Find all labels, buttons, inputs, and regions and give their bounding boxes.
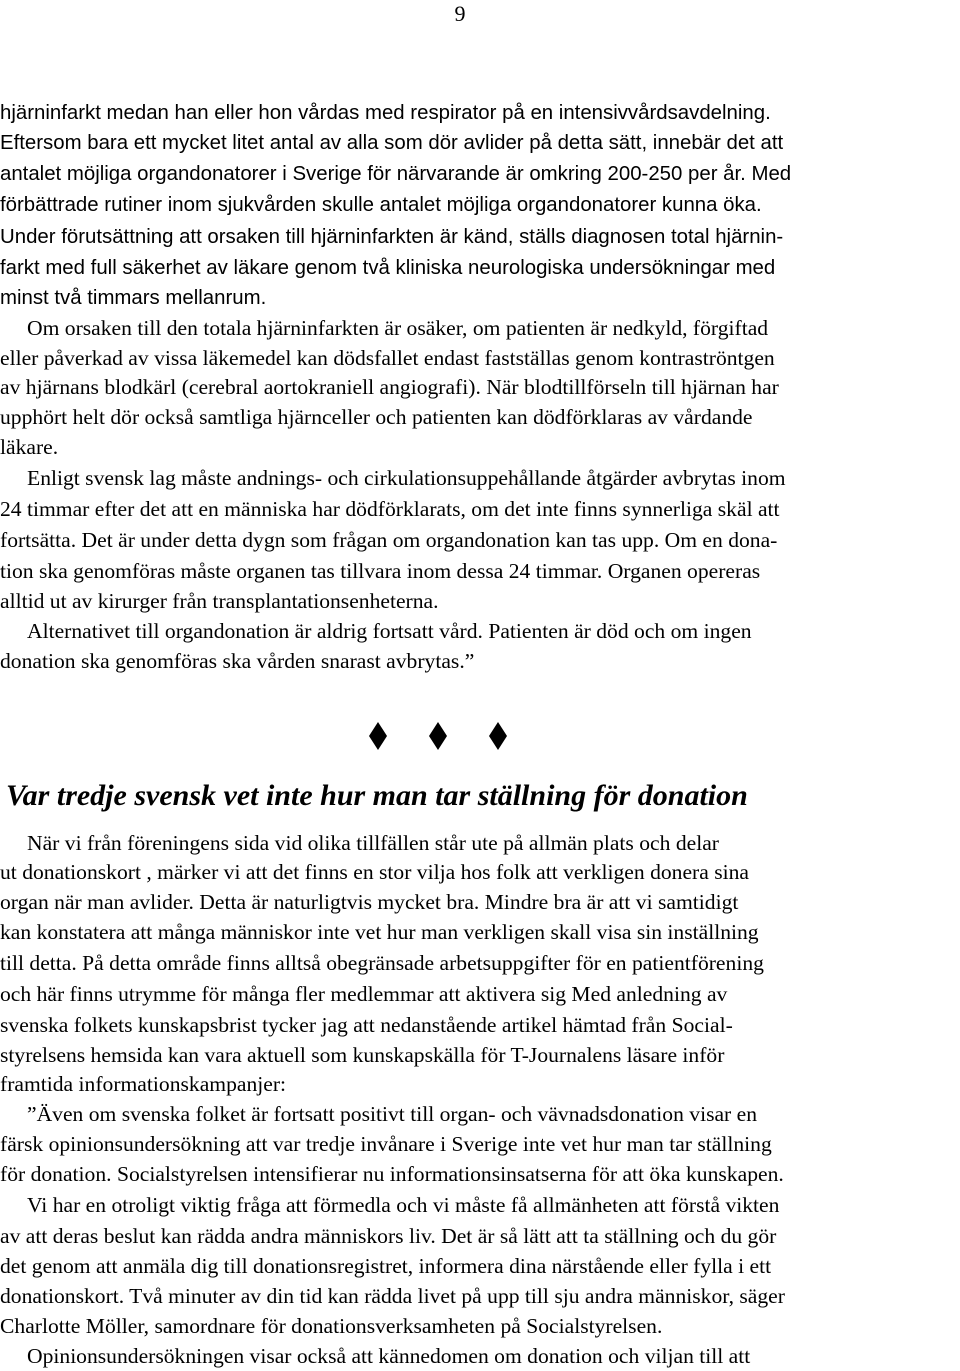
text-line: för donation. Socialstyrelsen intensifierar nu informationsinsatserna för att öka kunskapen. xyxy=(0,1162,784,1186)
text-line: 24 timmar efter det att en människa har dödförklarats, om det inte finns synnerliga skäl att xyxy=(0,497,780,521)
text-line: hjärninfarkt medan han eller hon vårdas med respirator på en intensivvårdsavdelning. xyxy=(0,102,771,124)
text-line: fortsätta. Det är under detta dygn som frågan om organdonation kan tas upp. Om en dona- xyxy=(0,528,778,552)
text-line: färsk opinionsundersökning att var tredje invånare i Sverige inte vet hur man tar ställning xyxy=(0,1132,772,1156)
text-line: Under förutsättning att orsaken till hjärninfarkten är känd, ställs diagnosen total hjärnin- xyxy=(0,226,784,248)
text-line: av hjärnans blodkärl (cerebral aortokraniell angiografi). När blodtillförseln till hjärnan har xyxy=(0,375,779,399)
text-line: kan konstatera att många människor inte vet hur man verkligen skall visa sin inställning xyxy=(0,920,759,944)
text-line: farkt med full säkerhet av läkare genom två kliniska neurologiska undersökningar med xyxy=(0,257,776,279)
text-line: upphört helt dör också samtliga hjärnceller och patienten kan dödförklaras av vårdande xyxy=(0,405,753,429)
text-line: minst två timmars mellanrum. xyxy=(0,287,267,309)
text-line: Charlotte Möller, samordnare för donationsverksamheten på Socialstyrelsen. xyxy=(0,1314,663,1338)
text-line: läkare. xyxy=(0,435,59,459)
text-line: Opinionsundersökningen visar också att kännedomen om donation och viljan till att xyxy=(27,1344,751,1368)
text-line: förbättrade rutiner inom sjukvården skulle antalet möjliga organdonatorer kunna öka. xyxy=(0,194,762,216)
text-line: styrelsens hemsida kan vara aktuell som kunskapskälla för T-Journalens läsare inför xyxy=(0,1043,725,1067)
text-line: svenska folkets kunskapsbrist tycker jag att nedanstående artikel hämtad från Social- xyxy=(0,1013,733,1037)
section-heading: Var tredje svensk vet inte hur man tar ställning för donation xyxy=(6,779,748,812)
text-line: alltid ut av kirurger från transplantationsenheterna. xyxy=(0,589,439,613)
text-line: donationskort. Två minuter av din tid kan rädda livet på upp till sju andra människor, säger xyxy=(0,1284,785,1308)
text-line: När vi från föreningens sida vid olika tillfällen står ute på allmän plats och delar xyxy=(27,831,719,855)
text-line: till detta. På detta område finns alltså obegränsade arbetsuppgifter för en patientförening xyxy=(0,951,764,975)
text-line: eller påverkad av vissa läkemedel kan dödsfallet endast fastställas genom kontraströntgen xyxy=(0,346,775,370)
text-line: Om orsaken till den totala hjärninfarkten är osäker, om patienten är nedkyld, förgiftad xyxy=(27,316,769,340)
text-line: och här finns utrymme för många fler medlemmar att aktivera sig Med anledning av xyxy=(0,982,728,1006)
text-line: organ när man avlider. Detta är naturligtvis mycket bra. Mindre bra är att vi samtidigt xyxy=(0,890,739,914)
text-line: Enligt svensk lag måste andnings- och cirkulationsuppehållande åtgärder avbrytas inom xyxy=(27,466,786,490)
diamond-icon xyxy=(368,722,388,750)
text-line: tion ska genomföras måste organen tas tillvara inom dessa 24 timmar. Organen opereras xyxy=(0,559,761,583)
text-line: Eftersom bara ett mycket litet antal av alla som dör avlider på detta sätt, innebär det att xyxy=(0,132,784,154)
text-line: donation ska genomföras ska vården snarast avbrytas.” xyxy=(0,649,475,673)
diamond-icon xyxy=(428,722,448,750)
text-line: det genom att anmäla dig till donationsregistret, informera dina närstående eller fylla i ett xyxy=(0,1254,772,1278)
text-line: Vi har en otroligt viktig fråga att förmedla och vi måste få allmänheten att förstå vikten xyxy=(27,1193,780,1217)
page-number: 9 xyxy=(454,1,466,26)
text-line: ut donationskort , märker vi att det finns en stor vilja hos folk att verkligen donera sina xyxy=(0,860,750,884)
text-line: av att deras beslut kan rädda andra människors liv. Det är så lätt att ta ställning och du gör xyxy=(0,1224,777,1248)
text-line: antalet möjliga organdonatorer i Sverige för närvarande är omkring 200-250 per år. Med xyxy=(0,163,792,185)
diamond-icon xyxy=(488,722,508,750)
text-line: ”Även om svenska folket är fortsatt positivt till organ- och vävnadsdonation visar en xyxy=(27,1102,758,1126)
diamond-separator xyxy=(0,722,960,750)
text-line: framtida informationskampanjer: xyxy=(0,1072,287,1096)
text-line: Alternativet till organdonation är aldrig fortsatt vård. Patienten är död och om ingen xyxy=(27,619,752,643)
